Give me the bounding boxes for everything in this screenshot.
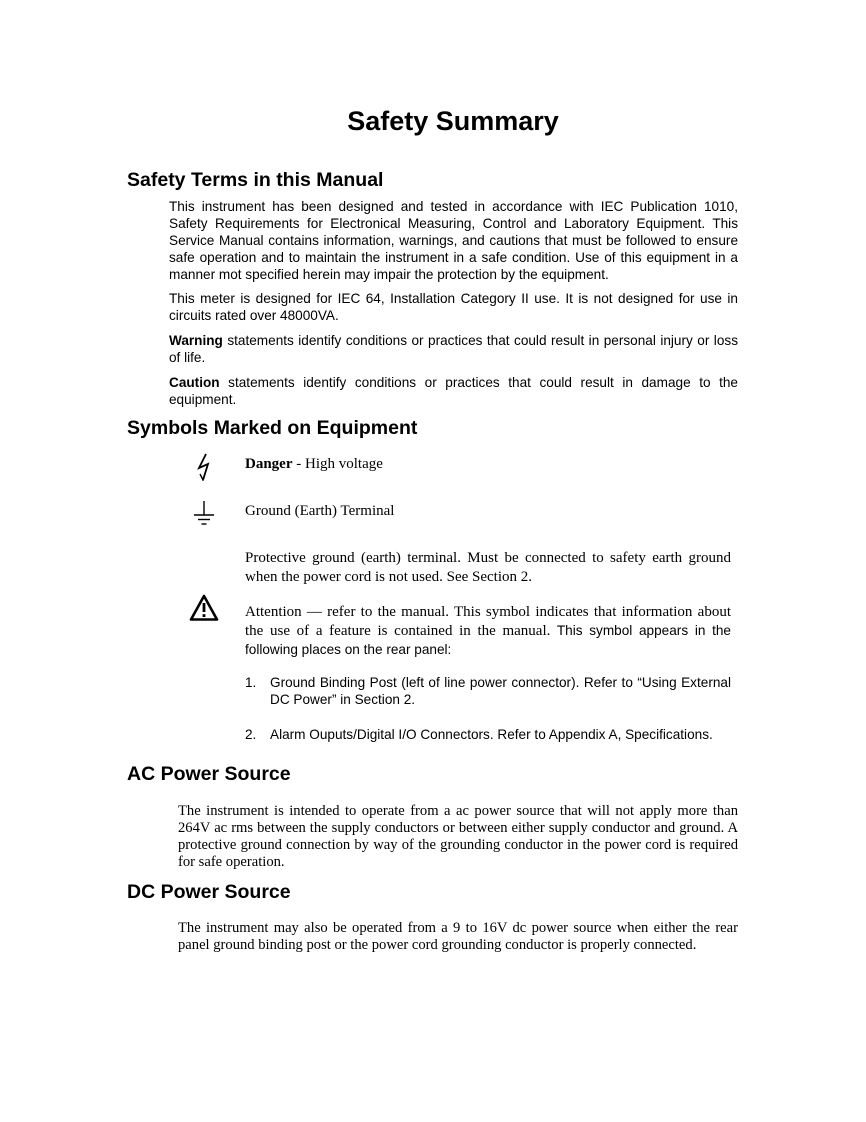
caution-definition-text: statements identify conditions or practices that could result in damage to the equipment. — [169, 375, 738, 407]
list-item — [245, 726, 731, 743]
high-voltage-icon — [186, 453, 222, 486]
symbol-ground-description: Ground (Earth) Terminal — [245, 503, 395, 519]
section-heading-safety-terms: Safety Terms in this Manual — [127, 169, 384, 191]
attention-warning-icon — [186, 594, 222, 627]
danger-term: Danger — [245, 456, 293, 472]
paragraph-dc-power: The instrument may also be operated from a 9 to 16V dc power source when either the rear panel ground binding post or the power cord grounding conductor is properly connected. — [178, 920, 738, 953]
section-heading-symbols: Symbols Marked on Equipment — [127, 417, 418, 439]
section-heading-dc-power: DC Power Source — [127, 881, 291, 903]
page-title: Safety Summary — [347, 106, 559, 136]
ground-terminal-icon — [186, 500, 222, 533]
paragraph-caution-definition — [169, 374, 738, 408]
attention-locations-text: This symbol appears in the following places on the rear panel: — [245, 623, 731, 657]
symbol-attention-description — [245, 603, 731, 659]
paragraph-installation-category: This meter is designed for IEC 64, Installation Category II use. It is not designed for use in circuits rated over 48000VA. — [169, 291, 738, 323]
paragraph-ac-power: The instrument is intended to operate from a ac power source that will not apply more than 264V ac rms between the supply conductors or between either supply conductor and ground. A protective ground connection by way of the grounding conductor in the power cord is required for safe operation. — [178, 803, 738, 870]
warning-term: Warning — [169, 333, 223, 348]
caution-term: Caution — [169, 375, 220, 390]
symbol-danger-description — [245, 455, 731, 474]
danger-text: - High voltage — [292, 456, 383, 472]
attention-text: Attention — refer to the manual. This symbol indicates that information about the use of a feature is contained in the manual. — [245, 604, 731, 639]
section-heading-ac-power: AC Power Source — [127, 763, 291, 785]
paragraph-warning-definition — [169, 332, 738, 366]
protective-ground-description: Protective ground (earth) terminal. Must be connected to safety earth ground when the power cord is not used. See Section 2. — [245, 550, 731, 585]
list-item-text: Ground Binding Post (left of line power connector). Refer to “Using External DC Power” in Section 2. — [270, 675, 731, 707]
list-item-text: Alarm Ouputs/Digital I/O Connectors. Refer to Appendix A, Specifications. — [270, 727, 713, 742]
warning-definition-text: statements identify conditions or practices that could result in personal injury or loss of life. — [169, 333, 738, 365]
list-item-number: 2. — [245, 727, 257, 742]
list-item-number: 1. — [245, 675, 257, 690]
paragraph-iec-compliance: This instrument has been designed and tested in accordance with IEC Publication 1010, Safety Requirements for Electronical Measuring, Control and Laboratory Equipment. This Service Manual contains information, warnings, and cautions that must be followed to ensure safe operation and to maintain the instrument in a safe condition. Use of this equipment in a manner mot specified herein may impair the protection by the equipment. — [169, 199, 738, 282]
list-item — [245, 674, 731, 708]
